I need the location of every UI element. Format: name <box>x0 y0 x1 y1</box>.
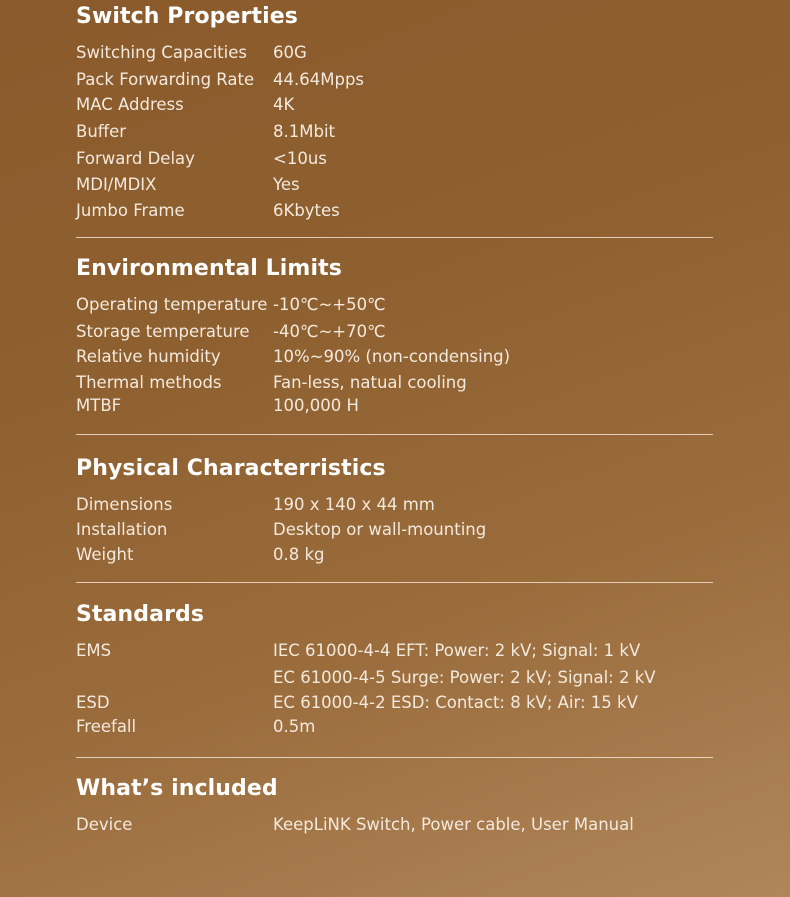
spec-label: Pack Forwarding Rate <box>76 70 255 89</box>
spec-label: MTBF <box>76 396 122 415</box>
spec-value: 0.8 kg <box>273 545 325 564</box>
spec-label: Buffer <box>76 122 127 141</box>
section-title: Switch Properties <box>76 4 298 29</box>
spec-value: EC 61000-4-2 ESD: Contact: 8 kV; Air: 15 kV <box>273 693 638 712</box>
spec-label: ESD <box>76 693 110 712</box>
spec-label: Thermal methods <box>76 373 222 392</box>
spec-value: 60G <box>273 43 307 62</box>
spec-value: 100,000 H <box>273 396 359 415</box>
spec-label: Relative humidity <box>76 347 221 366</box>
section-environmental-limits <box>76 256 713 441</box>
section-title: Standards <box>76 602 205 627</box>
spec-label: Weight <box>76 545 134 564</box>
section-divider <box>76 434 713 435</box>
spec-label: Device <box>76 815 133 834</box>
spec-value: Fan-less, natual cooling <box>273 373 467 392</box>
spec-value: -40℃~+70℃ <box>273 322 386 341</box>
spec-label: Freefall <box>76 717 137 736</box>
spec-value: 6Kbytes <box>273 201 340 220</box>
spec-label: MAC Address <box>76 95 184 114</box>
section-physical-characteristics <box>76 456 713 591</box>
section-title: What’s included <box>76 776 278 801</box>
section-divider <box>76 757 713 758</box>
spec-value: Yes <box>273 175 300 194</box>
spec-label: EMS <box>76 641 112 660</box>
spec-label: Switching Capacities <box>76 43 247 62</box>
spec-value: <10us <box>273 149 327 168</box>
spec-value: EC 61000-4-5 Surge: Power: 2 kV; Signal: 2 kV <box>273 668 656 687</box>
spec-value: IEC 61000-4-4 EFT: Power: 2 kV; Signal: 1 kV <box>273 641 641 660</box>
spec-label: MDI/MDIX <box>76 175 157 194</box>
section-whats-included <box>76 776 713 846</box>
section-divider <box>76 582 713 583</box>
section-standards <box>76 602 713 767</box>
spec-value: 10%~90% (non-condensing) <box>273 347 511 366</box>
spec-label: Forward Delay <box>76 149 195 168</box>
spec-value: 8.1Mbit <box>273 122 336 141</box>
spec-value: 44.64Mpps <box>273 70 365 89</box>
spec-label: Jumbo Frame <box>76 201 185 220</box>
section-title: Environmental Limits <box>76 256 342 281</box>
section-switch-properties <box>76 4 713 244</box>
spec-value: 4K <box>273 95 295 114</box>
spec-label: Dimensions <box>76 495 173 514</box>
spec-value: 190 x 140 x 44 mm <box>273 495 435 514</box>
section-title: Physical Characterristics <box>76 456 386 481</box>
spec-value: Desktop or wall-mounting <box>273 520 487 539</box>
spec-label: Installation <box>76 520 168 539</box>
spec-label: Operating temperature <box>76 295 268 314</box>
section-divider <box>76 237 713 238</box>
spec-label: Storage temperature <box>76 322 250 341</box>
spec-value: -10℃~+50℃ <box>273 295 386 314</box>
spec-value: 0.5m <box>273 717 316 736</box>
spec-value: KeepLiNK Switch, Power cable, User Manual <box>273 815 634 834</box>
